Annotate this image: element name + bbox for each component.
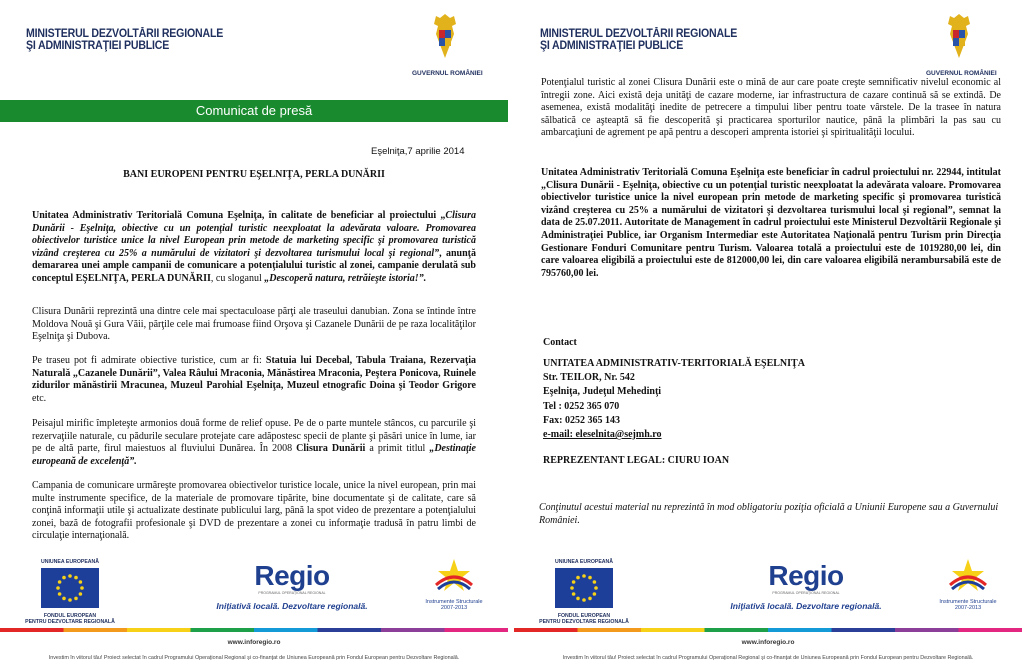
paragraph-3 — [32, 355, 476, 405]
regio-logo — [726, 561, 886, 611]
instrumente-line1: Instrumente Structurale — [425, 599, 483, 605]
paragraph-2: Clisura Dunării reprezintă una dintre cele mai spectaculoase părţi ale traseului danubian. Zona se întinde între Moldova Nouă şi Gura Văii, părţile cele mai frumoase fiind Orşova şi Cazanele Dunării de pe raza localităţilor Eşelniţa şi Dubova. — [32, 306, 476, 343]
p1-slogan: „Descoperă natura, retrăieşte istoria!”. — [264, 272, 427, 284]
ministry-name-line2: ŞI ADMINISTRAŢIEI PUBLICE — [26, 40, 170, 52]
paragraph-project: Unitatea Administrativ Teritorială Comuna Eşelniţa este beneficiar în cadrul proiectului nr. 22944, intitulat „Clisura Dunării - Eşelniţa, obiective cu un potenţial turistic neexploatat la adevărata valoare. Promovarea obiectivelor turistice unice la nivel european prin metode de marketing specific şi promovarea turistică vizând creşterea cu 25% a numărului de vizitatori şi dezvoltarea turismului local şi regional”, semnat la data de 25.07.2011. Autoritate de Management în cadrul proiectului este Ministerul Dezvoltării Regionale şi Administraţiei Publice, iar Organism Intermediar este Autoritatea Naţională pentru Turism prin Direcţia Gestionare Fonduri Comunitare pentru Turism. Valoarea totală a proiectului este de 1019280,00 lei, din care valoarea eligibilă a proiectului este de 812000,00 lei, din care valoarea eligibilă nerambursabilă este de 795760,00 lei. — [541, 167, 1001, 279]
regio-subtitle: PROGRAMUL OPERAŢIONAL REGIONAL — [258, 591, 326, 595]
contact-email-link[interactable]: e-mail: eleselnita@sejmh.ro — [543, 429, 662, 441]
eu-disclaimer: Conţinutul acestui material nu reprezintă în mod obligatoriu poziţia oficială a Uniunii Europene sau a Guvernului României. — [539, 502, 999, 526]
p3-part-1: Pe traseu pot fi admirate obiective turistice, cum ar fi: — [32, 355, 266, 366]
regio-slogan: Iniţiativă locală. Dezvoltare regională. — [216, 601, 368, 611]
instrumente-line2: 2007-2013 — [954, 605, 982, 611]
contact-institution: UNITATEA ADMINISTRATIV-TERITORIALĂ EŞELNIŢA — [543, 358, 805, 369]
p4-part-3: a primit titlul — [365, 443, 430, 455]
regio-slogan: Iniţiativă locală. Dezvoltare regională. — [730, 601, 882, 611]
footer-logos — [0, 555, 508, 633]
contact-locality: Eşelniţa, Judeţul Mehedinţi — [543, 386, 662, 398]
ministry-logo-text — [540, 28, 737, 52]
ministry-logo-text — [26, 28, 223, 52]
regio-wordmark: Regio — [768, 560, 844, 591]
structural-instruments-star-icon — [432, 555, 476, 597]
paragraph-1 — [32, 210, 476, 286]
government-label: GUVERNUL ROMÂNIEI — [926, 70, 997, 77]
paragraph-4 — [32, 418, 476, 468]
p1-part-3: , anunţă demararea unei ample campanii de comunicare a potenţialului turistic al zonei, campanie derulată sub conceptul — [32, 247, 476, 284]
website-link[interactable]: www.inforegio.ro — [227, 639, 281, 646]
contact-heading: Contact — [543, 337, 577, 348]
eu-fund-line2: PENTRU DEZVOLTARE REGIONALĂ — [539, 619, 629, 625]
color-stripe — [514, 628, 1022, 632]
release-date: Eşelniţa,7 aprilie 2014 — [371, 146, 465, 157]
contact-phone: Tel : 0252 365 070 — [543, 400, 620, 412]
eu-label: UNIUNEA EUROPEANĂ — [554, 559, 614, 565]
structural-instruments-star-icon — [946, 555, 990, 597]
press-release-banner: Comunicat de presă — [0, 100, 508, 122]
press-release-page-2 — [514, 0, 1022, 664]
eu-fund-line1: FONDUL EUROPEAN — [557, 613, 611, 619]
footer-logos — [514, 555, 1022, 633]
instrumente-structurale-logo — [418, 555, 490, 611]
eu-fund-line1: FONDUL EUROPEAN — [43, 613, 97, 619]
eu-flag-icon — [41, 568, 99, 608]
contact-street: Str. TEILOR, Nr. 542 — [543, 372, 635, 384]
p1-part-5: , cu sloganul — [210, 272, 265, 284]
contact-fax: Fax: 0252 365 143 — [543, 414, 620, 426]
funding-note: Investim în viitorul tău! Proiect selectat în cadrul Programului Operaţional Regional şi co-finanţat de Uniunea Europeană prin Fondul European pentru Dezvoltare Regională. — [562, 655, 974, 661]
romania-coat-of-arms-icon — [946, 12, 972, 60]
paragraph-5: Campania de comunicare urmăreşte promovarea obiectivelor turistice locale, unice la nivel european, prin mai multe instrumente specifice, de la materiale de promovare tipărite, bine documentate şi de calitate, care să conţină informaţii utile şi actualizate destinate publicului larg, până la spot video de prezentare a potenţialului zonei, bază de fotografii profesionale şi DVD de prezentare a zonei cu informaţie tradusă în patru limbi de circulaţie internaţională. — [32, 480, 476, 542]
p4-title: „Destinaţie europeană de excelenţă”. — [32, 443, 476, 467]
p3-attractions: Statuia lui Decebal, Tabula Traiana, Rezervaţia Naturală „Cazanele Dunării”, Valea Râului Mraconia, Mănăstirea Mraconia, Peştera Ponicova, Ruinele zidurilor mănăstirii Mracunea, Muzeul Parohial Eşelniţa, Muzeul etnografic Doina şi Teodor Grigore — [32, 355, 477, 392]
funding-note: Investim în viitorul tău! Proiect selectat în cadrul Programului Operaţional Regional şi co-finanţat de Uniunea Europeană prin Fondul European pentru Dezvoltare Regională. — [48, 655, 460, 661]
p1-project-title: Clisura Dunării - Eşelniţa, obiective cu un potenţial turistic neexploatat la adevărata valoare. Promovarea obiectivelor turistice unice la nivel European prin metode de marketing specific şi promovarea turistică vizând creşterea cu 25% a numărului de vizitatori şi dezvoltarea turismului local şi regional” — [32, 210, 476, 259]
eu-flag-icon — [555, 568, 613, 608]
regio-wordmark: Regio — [254, 560, 330, 591]
legal-representative: REPREZENTANT LEGAL: CIURU IOAN — [543, 455, 730, 466]
eu-logo — [24, 559, 116, 625]
p4-part-1: Peisajul mirific împleteşte armonios două forme de relief opuse. Pe de o parte muntele stâncos, cu parcurile şi rezervaţiile naturale, cu pădurile seculare protejate care adăpostesc specii de plante şi păsări unice în lume, iar pe de altă parte, firul maiestuos al fluviului Dunărea. În 2008 — [32, 418, 476, 455]
romania-coat-of-arms-icon — [432, 12, 458, 60]
ministry-name-line2: ŞI ADMINISTRAŢIEI PUBLICE — [540, 40, 684, 52]
p1-concept: EŞELNIŢA, PERLA DUNĂRII — [75, 272, 211, 284]
ministry-name-line1: MINISTERUL DEZVOLTĂRII REGIONALE — [540, 28, 738, 40]
p3-part-3: etc. — [32, 392, 47, 404]
eu-fund-line2: PENTRU DEZVOLTARE REGIONALĂ — [25, 619, 115, 625]
eu-logo — [538, 559, 630, 625]
color-stripe — [0, 628, 508, 632]
regio-logo — [212, 561, 372, 611]
p1-part-1: Unitatea Administrativ Teritorială Comuna Eşelniţa, în calitate de beneficiar al proiectului „ — [32, 210, 446, 221]
p4-clisura: Clisura Dunării — [296, 443, 366, 455]
press-release-page-1 — [0, 0, 508, 664]
headline: BANI EUROPENI PENTRU EŞELNIŢA, PERLA DUNĂRII — [123, 169, 385, 180]
instrumente-structurale-logo — [932, 555, 1004, 611]
website-link[interactable]: www.inforegio.ro — [741, 639, 795, 646]
instrumente-line2: 2007-2013 — [440, 605, 468, 611]
paragraph-potential: Potenţialul turistic al zonei Clisura Dunării este o mină de aur care poate creşte semnificativ nivelul economic al întregii zone. Aici există deja unităţi de cazare moderne, iar infrastructura de cazare continuă să se extindă. De asemenea, există modalităţi inedite de petrecere a timpului liber pentru toate vârstele. De la trasee în natura sălbatică ce aşteaptă să fie descoperită şi practicarea sporturilor nautice, până la plimbări la pas sau cu ambarcaţiuni de agrement pe apă pentru a descoperi amprenta istoriei şi spiritualităţii locului. — [541, 77, 1001, 139]
eu-label: UNIUNEA EUROPEANĂ — [40, 559, 100, 565]
regio-subtitle: PROGRAMUL OPERAŢIONAL REGIONAL — [772, 591, 840, 595]
contact-block — [543, 357, 805, 442]
government-label: GUVERNUL ROMÂNIEI — [412, 70, 483, 77]
ministry-name-line1: MINISTERUL DEZVOLTĂRII REGIONALE — [26, 28, 224, 40]
instrumente-line1: Instrumente Structurale — [939, 599, 997, 605]
